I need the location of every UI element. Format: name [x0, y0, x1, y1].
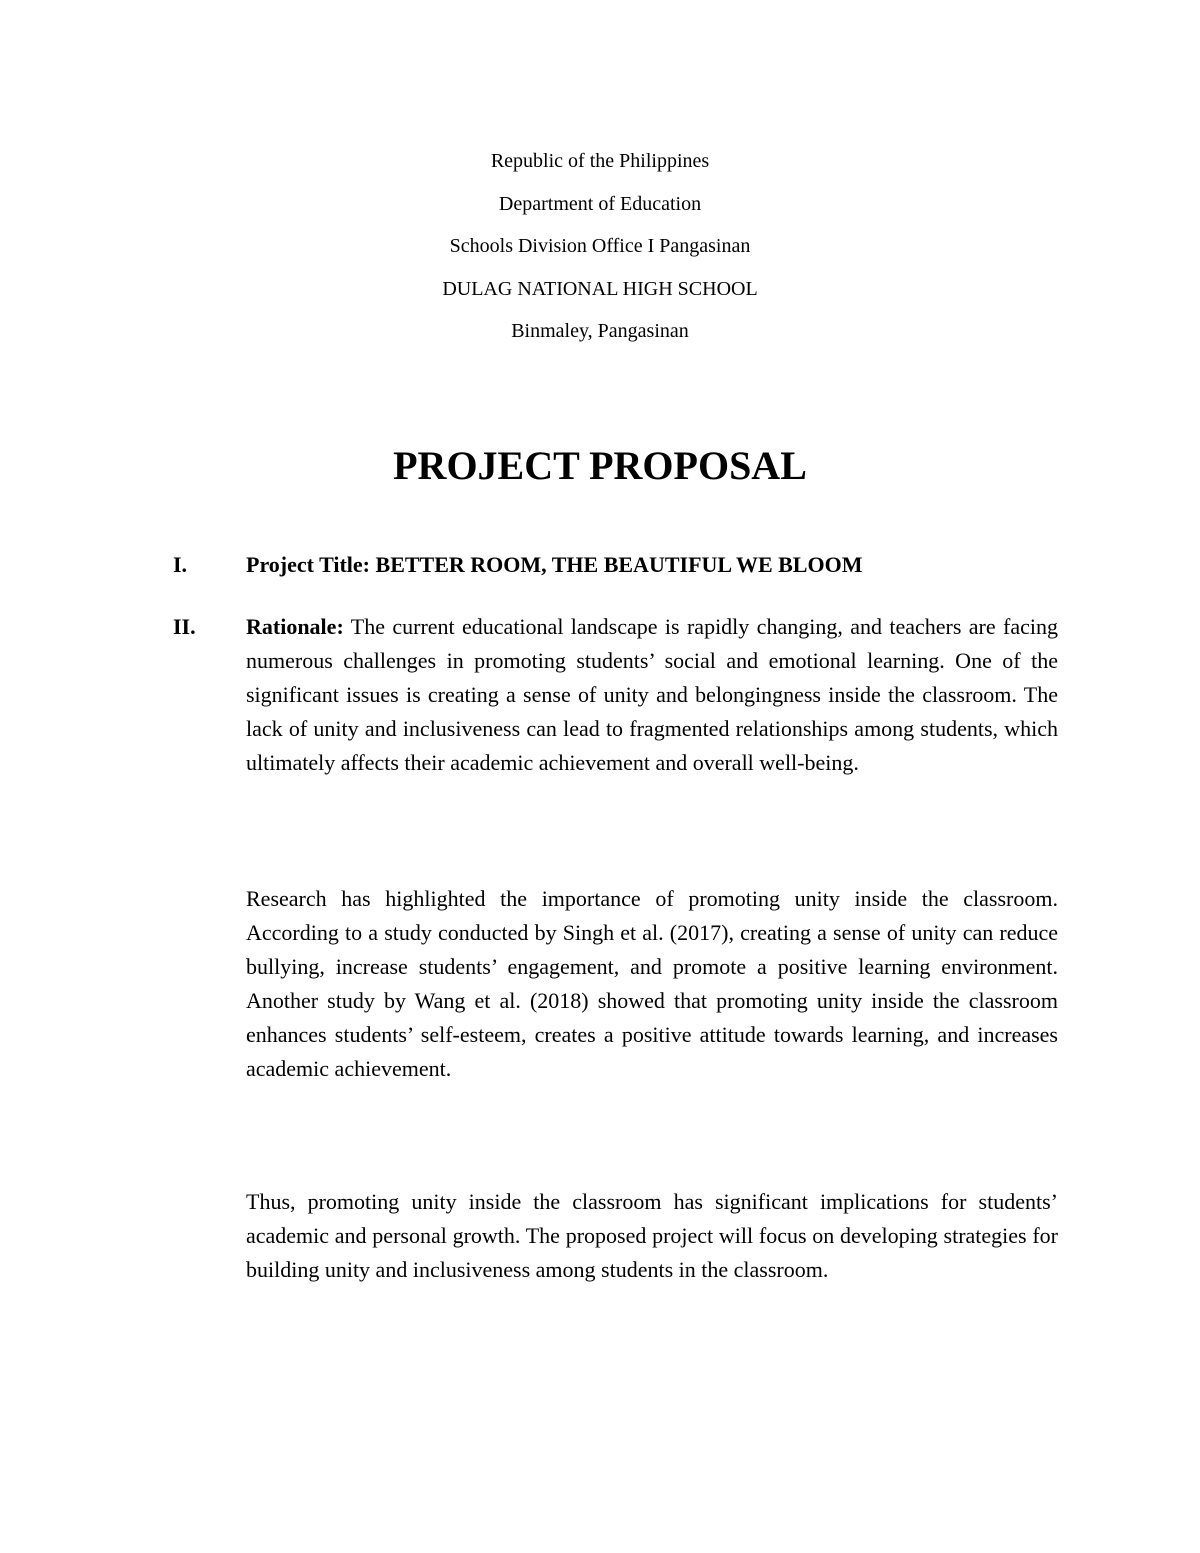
letterhead-division: Schools Division Office I Pangasinan [449, 235, 751, 257]
letterhead-department: Department of Education [498, 192, 702, 215]
paragraph-conclusion: Thus, promoting unity inside the classroom has significant implications for students’ academic and personal growth. The proposed project will focus on developing strategies for building unity and inclusiveness among students in the classroom. [246, 1189, 1058, 1282]
section-number-1: I. [173, 552, 188, 577]
letterhead [0, 140, 1200, 353]
section-project-title [246, 548, 1058, 582]
paragraph-research: Research has highlighted the importance of promoting unity inside the classroom. According to a study conducted by Singh et al. (2017), creating a sense of unity can reduce bullying, increase students’ engagement, and promote a positive learning environment. Another study by Wang et al. (2018) showed that promoting unity inside the classroom enhances students’ self-esteem, creates a positive attitude towards learning, and increases academic achievement. [246, 886, 1058, 1081]
project-title-value: BETTER ROOM, THE BEAUTIFUL WE BLOOM [375, 552, 863, 577]
section-rationale [246, 610, 1058, 780]
rationale-text: The current educational landscape is rapidly changing, and teachers are facing numerous challenges in promoting students’ social and emotional learning. One of the significant issues is creating a sense of unity and belongingness inside the classroom. The lack of unity and inclusiveness can lead to fragmented relationships among students, which ultimately affects their academic achievement and overall well-being. [246, 614, 1059, 775]
document-title: PROJECT PROPOSAL [393, 443, 807, 488]
project-title-label: Project Title: [246, 552, 371, 577]
section-number-2: II. [173, 614, 196, 639]
rationale-label: Rationale: [246, 614, 344, 639]
letterhead-address: Binmaley, Pangasinan [511, 320, 689, 342]
letterhead-country: Republic of the Philippines [490, 150, 710, 172]
letterhead-school: DULAG NATIONAL HIGH SCHOOL [442, 277, 758, 300]
